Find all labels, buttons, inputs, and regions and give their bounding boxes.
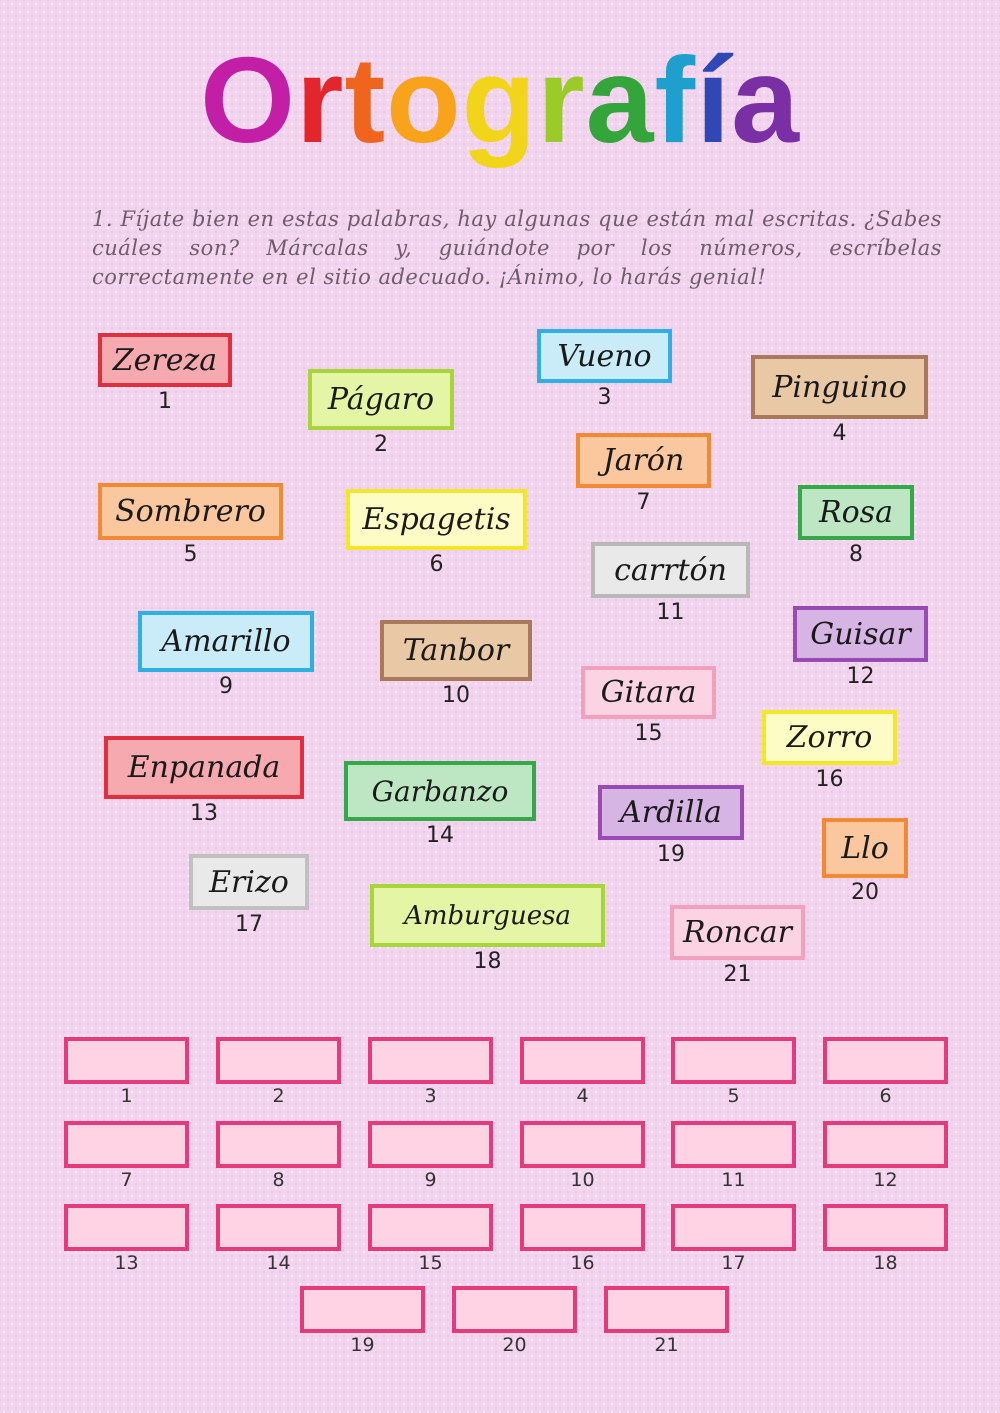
word-card[interactable] [344,761,536,821]
word-card[interactable] [138,611,314,672]
word-card[interactable] [822,818,908,878]
word-label: Guisar [810,616,911,652]
word-number: 4 [832,421,847,446]
word-number: 14 [426,823,454,848]
answer-box[interactable] [671,1121,796,1168]
word-label: Ardilla [620,795,722,830]
word-card[interactable] [576,433,711,488]
word-number: 21 [723,962,752,987]
word-label: Rosa [819,495,893,530]
word-number: 6 [429,552,444,577]
word-label: Espagetis [362,502,511,537]
answer-box[interactable] [64,1121,189,1168]
answer-box[interactable] [452,1286,577,1333]
answer-number: 11 [721,1169,746,1191]
title-letter: O [200,32,296,168]
answer-number: 10 [570,1169,595,1191]
word-number: 17 [235,912,263,937]
word-number: 9 [219,674,233,699]
answer-box[interactable] [520,1037,645,1084]
word-number: 5 [183,542,198,567]
answer-box[interactable] [520,1121,645,1168]
word-card[interactable] [346,489,527,550]
word-label: Zereza [112,342,218,378]
word-label: Jarón [602,443,685,478]
word-label: Erizo [209,864,289,900]
answer-number: 13 [114,1252,139,1274]
title-letter: o [386,32,462,168]
title-letter: f [654,32,697,168]
word-label: Amarillo [161,624,291,659]
word-label: Roncar [683,915,792,950]
word-number: 20 [851,880,879,905]
answer-number: 20 [502,1334,527,1356]
answer-number: 1 [120,1085,133,1107]
answer-box[interactable] [368,1037,493,1084]
word-label: Llo [841,830,889,866]
answer-box[interactable] [604,1286,729,1333]
word-number: 18 [473,949,502,974]
answer-box[interactable] [520,1204,645,1251]
word-card[interactable] [591,542,750,598]
word-number: 16 [815,767,844,792]
word-label: Vueno [557,338,652,374]
word-label: carrtón [614,552,727,588]
word-number: 10 [442,683,470,708]
answer-number: 4 [576,1085,589,1107]
word-card[interactable] [670,905,805,960]
word-card[interactable] [98,483,283,540]
word-number: 7 [636,490,651,515]
answer-number: 2 [272,1085,285,1107]
word-number: 13 [190,801,218,826]
page-title [0,30,1000,170]
answer-number: 9 [424,1169,437,1191]
answer-box[interactable] [368,1121,493,1168]
word-number: 2 [374,432,388,457]
word-label: Sombrero [115,494,266,529]
word-number: 3 [597,385,612,410]
answer-box[interactable] [64,1037,189,1084]
word-number: 1 [158,389,172,414]
answer-number: 5 [727,1085,740,1107]
answer-number: 14 [266,1252,291,1274]
answer-number: 12 [873,1169,898,1191]
answer-number: 7 [120,1169,133,1191]
word-card[interactable] [598,785,744,840]
answer-box[interactable] [671,1037,796,1084]
word-number: 11 [656,600,685,625]
answer-box[interactable] [64,1204,189,1251]
word-card[interactable] [370,884,605,947]
word-label: Amburguesa [404,900,571,931]
answer-box[interactable] [823,1037,948,1084]
title-letter: r [537,32,586,168]
word-number: 15 [634,721,663,746]
word-label: Garbanzo [371,774,509,808]
word-card[interactable] [104,736,304,799]
answer-number: 17 [721,1252,746,1274]
word-number: 12 [846,664,875,689]
answer-box[interactable] [823,1204,948,1251]
answer-number: 8 [272,1169,285,1191]
word-card[interactable] [98,333,232,387]
title-letter: í [696,32,732,168]
word-card[interactable] [537,329,672,383]
answer-box[interactable] [216,1121,341,1168]
answer-box[interactable] [216,1037,341,1084]
word-label: Zorro [786,720,873,755]
answer-number: 21 [654,1334,679,1356]
word-label: Gitara [600,675,697,710]
answer-box[interactable] [671,1204,796,1251]
title-letter: g [461,32,538,168]
word-label: Enpanada [127,750,281,785]
answer-number: 18 [873,1252,898,1274]
title-letter: a [585,32,655,168]
word-card[interactable] [380,620,532,681]
answer-number: 3 [424,1085,437,1107]
word-card[interactable] [793,606,928,662]
answer-box[interactable] [300,1286,425,1333]
word-number: 8 [849,542,863,567]
word-card[interactable] [762,710,897,765]
answer-box[interactable] [368,1204,493,1251]
answer-number: 15 [418,1252,443,1274]
word-card[interactable] [798,485,914,540]
answer-number: 16 [570,1252,595,1274]
word-label: Tanbor [402,633,510,668]
title-letter: t [344,32,387,168]
answer-number: 6 [879,1085,892,1107]
word-card[interactable] [581,666,716,719]
answer-box[interactable] [823,1121,948,1168]
answer-box[interactable] [216,1204,341,1251]
title-letter: r [295,32,345,168]
answer-number: 19 [350,1334,375,1356]
word-card[interactable] [751,355,928,419]
instructions-text: 1. Fíjate bien en estas palabras, hay algunas que están mal escritas. ¿Sabes cuáles son? Márcalas y, guiándote por los números, escríbelas correctamente en el sitio adecuado. ¡Ánimo, lo harás genial! [92,207,942,289]
title-letter: a [731,32,800,168]
word-card[interactable] [308,369,454,430]
word-label: Págaro [327,382,435,417]
word-label: Pinguino [772,369,907,405]
word-number: 19 [657,842,685,867]
word-card[interactable] [189,854,309,910]
